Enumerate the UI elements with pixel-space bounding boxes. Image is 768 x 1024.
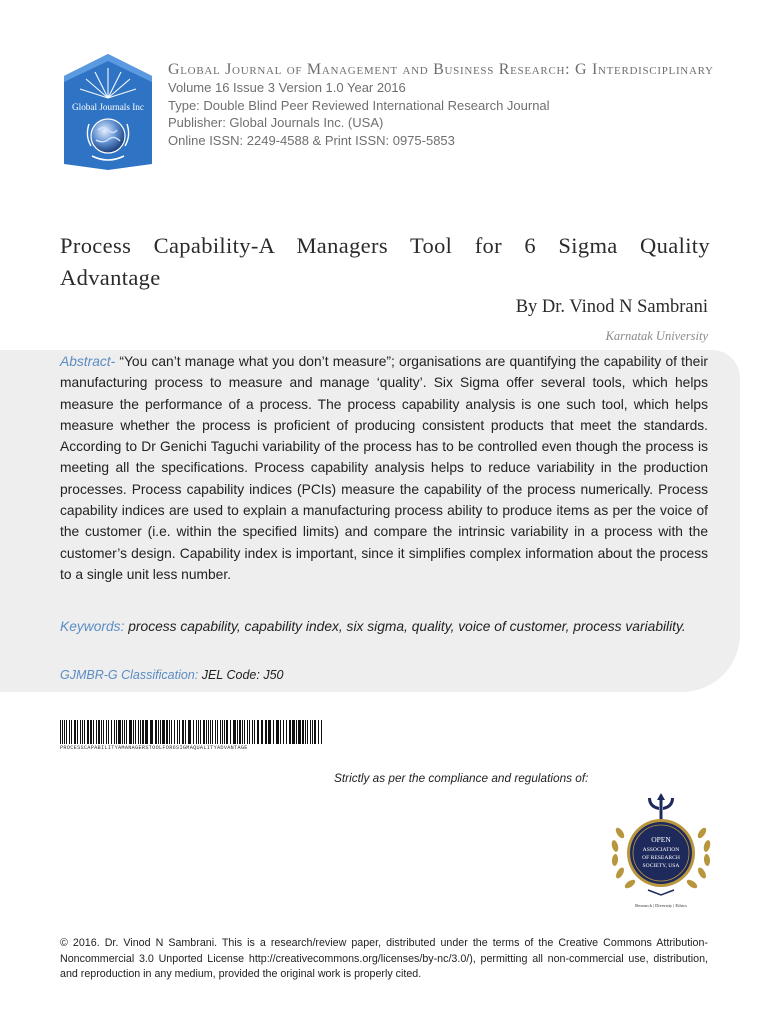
- barcode-bar: [292, 720, 295, 744]
- barcode-bar: [93, 720, 94, 744]
- barcode-bar: [224, 720, 225, 744]
- barcode-bar: [307, 720, 308, 744]
- barcode-bar: [252, 720, 253, 744]
- barcode-bar: [155, 720, 157, 744]
- barcode-bar: [108, 720, 109, 744]
- barcode-bar: [129, 720, 132, 744]
- barcode-bar: [200, 720, 201, 744]
- barcode-bar: [286, 720, 287, 744]
- barcode: [60, 720, 322, 744]
- journal-type: Type: Double Blind Peer Reviewed International Research Journal: [168, 97, 550, 113]
- barcode-bar: [193, 720, 194, 744]
- barcode-bar: [188, 720, 191, 744]
- barcode-bar: [145, 720, 148, 744]
- classification: [60, 668, 708, 682]
- barcode-bar: [111, 720, 112, 744]
- classification-code: JEL Code: J50: [198, 668, 284, 682]
- barcode-bar: [179, 720, 180, 744]
- seal-line-1: OPEN: [651, 835, 671, 844]
- barcode-bar: [230, 720, 231, 744]
- barcode-bar: [82, 720, 83, 744]
- seal-motto: Research | Diversity | Ethics: [635, 903, 687, 908]
- barcode-bar: [150, 720, 153, 744]
- barcode-bar: [321, 720, 322, 744]
- barcode-bar: [169, 720, 170, 744]
- barcode-bar: [142, 720, 144, 744]
- barcode-bar: [90, 720, 92, 744]
- barcode-bar: [160, 720, 161, 744]
- barcode-bar: [254, 720, 255, 744]
- barcode-bar: [242, 720, 243, 744]
- seal-line-2: ASSOCIATION: [642, 847, 680, 853]
- barcode-bar: [226, 720, 228, 744]
- barcode-bar: [166, 720, 168, 744]
- global-journals-logo: [62, 52, 154, 170]
- open-association-seal: [606, 793, 716, 911]
- abstract-body: “You can’t manage what you don’t measure”; organisations are quantifying the capability of their manufacturing process to measure and manage ‘quality’. Six Sigma offer several tools, which helps measure the performance of a process. The process capability analysis is one such tool, which helps measure whether the process is proficient of producing consistent products that meet the standards. According to Dr Genichi Taguchi variability of the process has to be controlled even though the process is meeting all the specifications. Process capability analysis helps to reduce variability in the production processes. Process capability indices (PCIs) measure the capability of the process numerically. Process capability indices are used to explain a manufacturing process ability to produce items as per the voice of the customer (i.e. within the specified limits) and compare the intrinsic variability in a process with the customer’s design. Capability index is important, since it simplifies complex information about the process to a single unit less number.: [60, 354, 708, 582]
- barcode-bar: [244, 720, 245, 744]
- barcode-bar: [138, 720, 139, 744]
- barcode-bar: [182, 720, 184, 744]
- barcode-text: PROCESSCAPABILITYAMANAGERSTOOLFOR6SIGMAQUALITYADVANTAGE: [60, 745, 248, 751]
- barcode-bar: [239, 720, 241, 744]
- barcode-bar: [310, 720, 311, 744]
- barcode-bar: [261, 720, 263, 744]
- barcode-bar: [158, 720, 159, 744]
- seal-line-4: SOCIETY, USA: [642, 863, 680, 869]
- barcode-bar: [237, 720, 238, 744]
- barcode-bar: [198, 720, 199, 744]
- barcode-bar: [203, 720, 205, 744]
- barcode-bar: [249, 720, 250, 744]
- barcode-bar: [222, 720, 223, 744]
- barcode-bar: [314, 720, 316, 744]
- barcode-bar: [101, 720, 102, 744]
- keywords: [60, 616, 708, 637]
- barcode-bar: [302, 720, 304, 744]
- barcode-bar: [133, 720, 134, 744]
- barcode-bar: [196, 720, 197, 744]
- barcode-bar: [247, 720, 248, 744]
- barcode-bar: [265, 720, 267, 744]
- barcode-bar: [126, 720, 127, 744]
- barcode-bar: [233, 720, 236, 744]
- barcode-bar: [77, 720, 78, 744]
- classification-label: GJMBR-G Classification:: [60, 668, 199, 682]
- barcode-bar: [185, 720, 186, 744]
- barcode-bar: [298, 720, 301, 744]
- barcode-bar: [103, 720, 104, 744]
- barcode-bar: [118, 720, 121, 744]
- barcode-bar: [212, 720, 213, 744]
- issn: Online ISSN: 2249-4588 & Print ISSN: 0975-5853: [168, 132, 455, 148]
- barcode-bar: [74, 720, 76, 744]
- barcode-bar: [283, 720, 284, 744]
- barcode-bar: [296, 720, 297, 744]
- barcode-bar: [318, 720, 319, 744]
- barcode-bar: [305, 720, 306, 744]
- journal-title: Global Journal of Management and Business Research: G Interdisciplinary: [168, 61, 714, 78]
- barcode-bar: [220, 720, 221, 744]
- barcode-bar: [66, 720, 67, 744]
- barcode-bar: [106, 720, 107, 744]
- barcode-bar: [210, 720, 211, 744]
- barcode-bar: [84, 720, 85, 744]
- logo-text: Global Journals Inc: [72, 102, 144, 112]
- barcode-bar: [280, 720, 281, 744]
- barcode-bar: [276, 720, 279, 744]
- author-affiliation: Karnatak University: [605, 329, 708, 343]
- barcode-bar: [257, 720, 259, 744]
- barcode-bar: [177, 720, 178, 744]
- abstract: [60, 351, 708, 585]
- barcode-bar: [62, 720, 63, 744]
- barcode-bar: [162, 720, 165, 744]
- copyright-notice: © 2016. Dr. Vinod N Sambrani. This is a research/review paper, distributed under the terms of the Creative Commons Attribution-Noncommercial 3.0 Unported License http://creativecommons.org/licenses/by-nc/3.0/), permitting all non-commercial use, distribution, and reproduction in any medium, provided the original work is properly cited.: [60, 937, 708, 980]
- barcode-bar: [122, 720, 123, 744]
- barcode-bar: [140, 720, 141, 744]
- barcode-bar: [215, 720, 216, 744]
- barcode-bar: [289, 720, 291, 744]
- barcode-bar: [60, 720, 61, 744]
- barcode-bar: [268, 720, 271, 744]
- barcode-bar: [217, 720, 218, 744]
- barcode-bar: [96, 720, 97, 744]
- barcode-bar: [116, 720, 117, 744]
- publisher: Publisher: Global Journals Inc. (USA): [168, 115, 384, 130]
- barcode-bar: [80, 720, 81, 744]
- seal-line-3: OF RESEARCH: [642, 855, 680, 861]
- article-title: Process Capability-A Managers Tool for 6 Sigma Quality Advantage: [60, 233, 710, 290]
- keywords-body: process capability, capability index, six sigma, quality, voice of customer, process variability.: [124, 619, 686, 634]
- barcode-bar: [87, 720, 89, 744]
- barcode-bar: [64, 720, 65, 744]
- barcode-bar: [208, 720, 209, 744]
- barcode-bar: [206, 720, 207, 744]
- compliance-note: Strictly as per the compliance and regulations of:: [334, 771, 589, 785]
- abstract-label: Abstract-: [60, 354, 116, 369]
- barcode-bar: [273, 720, 274, 744]
- barcode-bar: [71, 720, 72, 744]
- barcode-bar: [312, 720, 313, 744]
- barcode-bar: [174, 720, 175, 744]
- keywords-label: Keywords:: [60, 619, 125, 634]
- barcode-bar: [98, 720, 100, 744]
- barcode-bar: [114, 720, 115, 744]
- barcode-bar: [124, 720, 125, 744]
- journal-header: [168, 60, 728, 149]
- author-name: By Dr. Vinod N Sambrani: [515, 297, 708, 317]
- volume-info: Volume 16 Issue 3 Version 1.0 Year 2016: [168, 80, 406, 95]
- barcode-bar: [135, 720, 136, 744]
- barcode-bar: [69, 720, 70, 744]
- barcode-bar: [171, 720, 172, 744]
